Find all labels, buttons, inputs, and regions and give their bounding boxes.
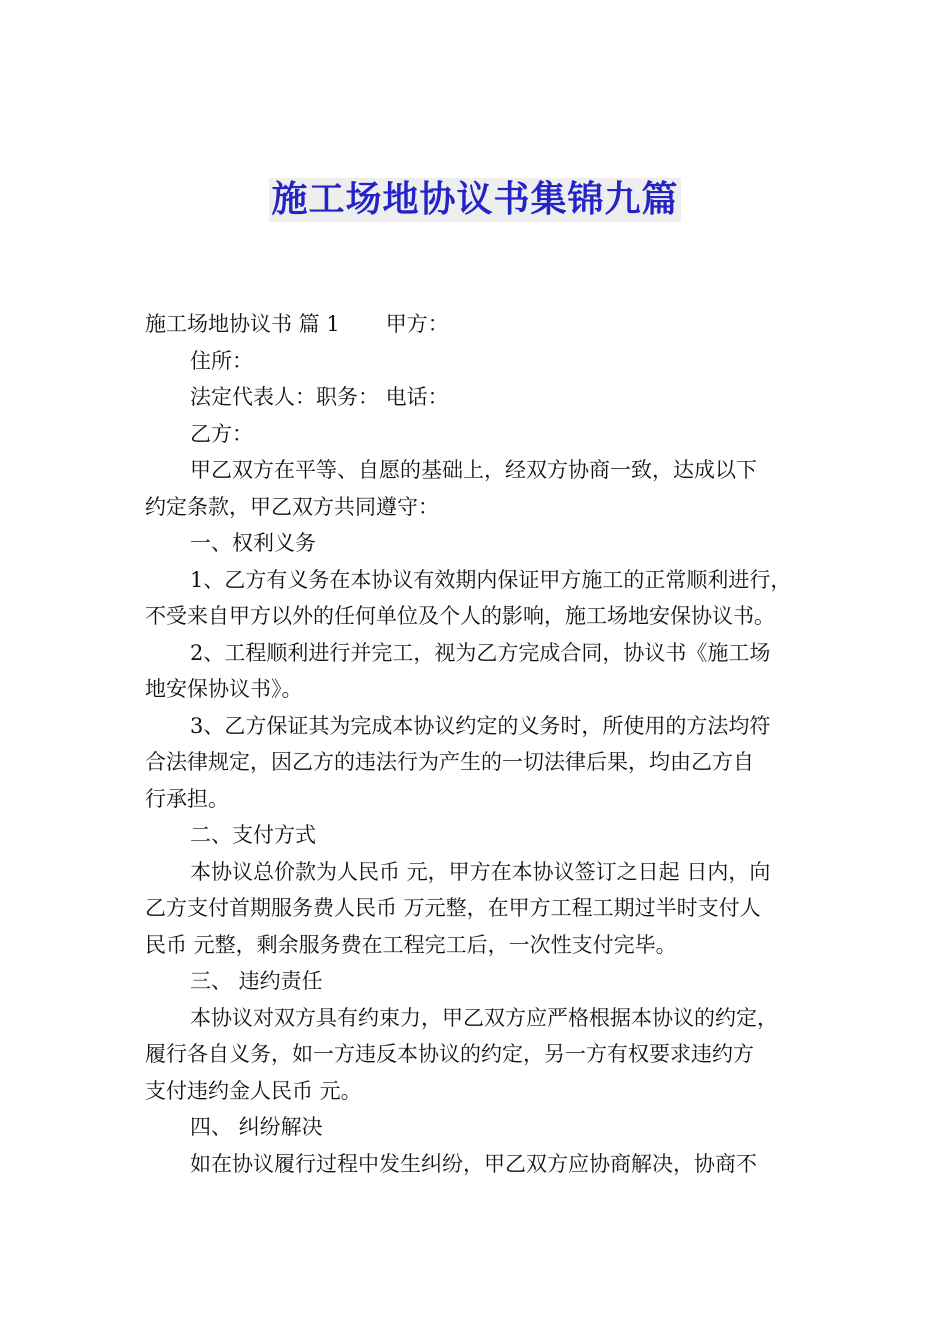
- clause-heading: 二、支付方式: [190, 823, 316, 847]
- paragraph-line: 本协议总价款为人民币 元，甲方在本协议签订之日起 日内，向: [190, 859, 771, 884]
- paragraph-line: 支付违约金人民币 元。: [145, 1078, 362, 1103]
- clause-heading: 四、 纠纷解决: [190, 1115, 323, 1139]
- party-a-label: 甲方：: [385, 312, 449, 336]
- paragraph-line: 乙方支付首期服务费人民币 万元整，在甲方工程工期过半时支付人: [145, 896, 761, 920]
- section-heading-line: [145, 306, 810, 343]
- paragraph-line: 合法律规定，因乙方的违法行为产生的一切法律后果，均由乙方自: [145, 750, 754, 774]
- paragraph-line: 行承担。: [145, 786, 229, 811]
- paragraph-line: 甲乙双方在平等、自愿的基础上，经双方协商一致，达成以下: [190, 458, 757, 482]
- paragraph-line: 不受来自甲方以外的任何单位及个人的影响，施工场地安保协议书。: [145, 604, 775, 628]
- document-title: 施工场地协议书集锦九篇: [271, 179, 679, 220]
- paragraph-line: 民币 元整，剩余服务费在工程完工后，一次性支付完毕。: [145, 932, 677, 957]
- paragraph-line: 约定条款，甲乙双方共同遵守：: [145, 494, 439, 519]
- section-heading: 施工场地协议书 篇 1: [145, 312, 340, 336]
- paragraph-line: 地安保协议书》。: [145, 677, 303, 701]
- paragraph-line: 本协议对双方具有约束力，甲乙双方应严格根据本协议的约定，: [190, 1005, 778, 1030]
- paragraph-line: 3、乙方保证其为完成本协议约定的义务时，所使用的方法均符: [190, 713, 771, 738]
- paragraph-line: 1、乙方有义务在本协议有效期内保证甲方施工的正常顺利进行，: [190, 567, 792, 592]
- paragraph-line: 法定代表人：职务： 电话：: [190, 385, 449, 409]
- paragraph-line: 如在协议履行过程中发生纠纷，甲乙双方应协商解决，协商不: [190, 1151, 757, 1176]
- paragraph-line: 2、工程顺利进行并完工，视为乙方完成合同，协议书《施工场: [190, 640, 771, 665]
- clause-heading: 一、权利义务: [190, 531, 316, 555]
- paragraph-line: 履行各自义务，如一方违反本协议的约定，另一方有权要求违约方: [145, 1042, 754, 1066]
- paragraph-line: 住所：: [190, 348, 253, 373]
- clause-heading: 三、 违约责任: [190, 969, 323, 993]
- document-body: [145, 306, 810, 1182]
- paragraph-line: 乙方：: [190, 421, 253, 446]
- title-container: [0, 178, 950, 222]
